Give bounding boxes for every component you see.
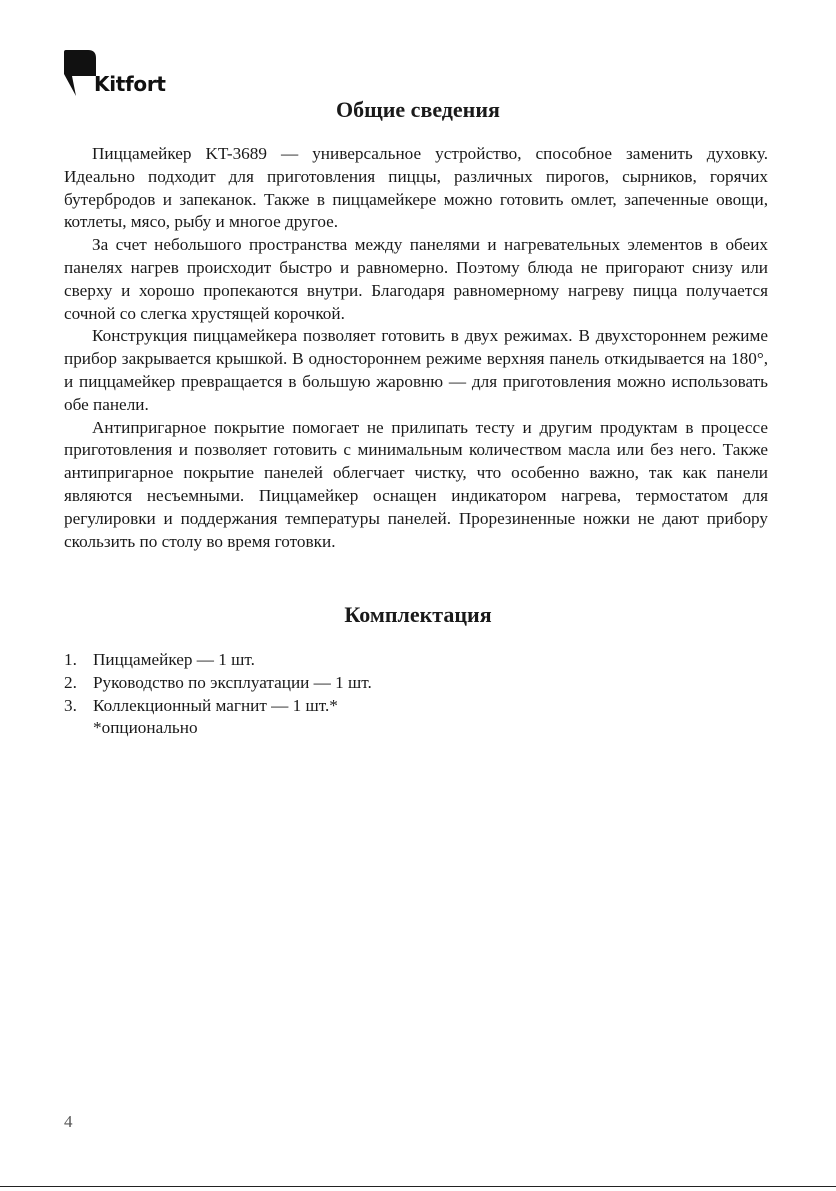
brand-name: Kitfort (94, 72, 166, 96)
kitfort-logo-icon (64, 50, 96, 98)
section-title-package: Комплектация (344, 602, 492, 627)
list-item-number: 3. (64, 695, 77, 715)
list-item (64, 672, 768, 695)
bottom-divider (0, 1186, 836, 1187)
list-item (64, 695, 768, 718)
paragraph: За счет небольшого пространства между панелями и нагревательных элементов в обеих панелях нагрев происходит быстро и равномерно. Поэтому блюда не пригорают снизу или сверху и хорошо пропекаются внутри. Благодаря равномерному нагреву пицца получается сочной со слегка хрустящей корочкой. (64, 235, 768, 323)
list-item-number: 1. (64, 650, 77, 669)
paragraph: Пиццамейкер KT-3689 — универсальное устройство, способное заменить духовку. Идеально подходит для приготовления пиццы, различных пирогов, сырников, горячих бутербродов и запеканок. Также в пиццамейкере можно готовить омлет, запеченные овощи, котлеты, мясо, рыбу и многое другое. (64, 144, 768, 232)
list-item-number: 2. (64, 672, 77, 692)
paragraph: Антипригарное покрытие помогает не прилипать тесту и другим продуктам в процессе приготовления и позволяет готовить с минимальным количеством масла или без него. Также антипригарное покрытие панелей облегчает чистку, что особенно важно, так как панели являются несъемными. Пиццамейкер оснащен индикатором нагрева, термостатом для регулировки и поддержания температуры панелей. Прорезиненные ножки не дают прибору скользить по столу во время готовки. (64, 417, 768, 551)
list-item-text: Коллекционный магнит — 1 шт.* (93, 695, 338, 715)
general-info-text (64, 143, 768, 553)
section-title-general: Общие сведения (336, 97, 500, 122)
list-item-text: Руководство по эксплуатации — 1 шт. (93, 672, 372, 692)
footnote: *опционально (93, 718, 198, 737)
list-item-text: Пиццамейкер — 1 шт. (93, 650, 255, 669)
brand-logo (64, 50, 204, 100)
page-number: 4 (64, 1112, 73, 1131)
paragraph: Конструкция пиццамейкера позволяет готовить в двух режимах. В двухстороннем режиме прибор закрывается крышкой. В одностороннем режиме верхняя панель откидывается на 180°, и пиццамейкер превращается в большую жаровню — для приготовления можно использовать обе панели. (64, 326, 768, 414)
package-contents-list (64, 649, 768, 717)
list-item (64, 649, 768, 672)
